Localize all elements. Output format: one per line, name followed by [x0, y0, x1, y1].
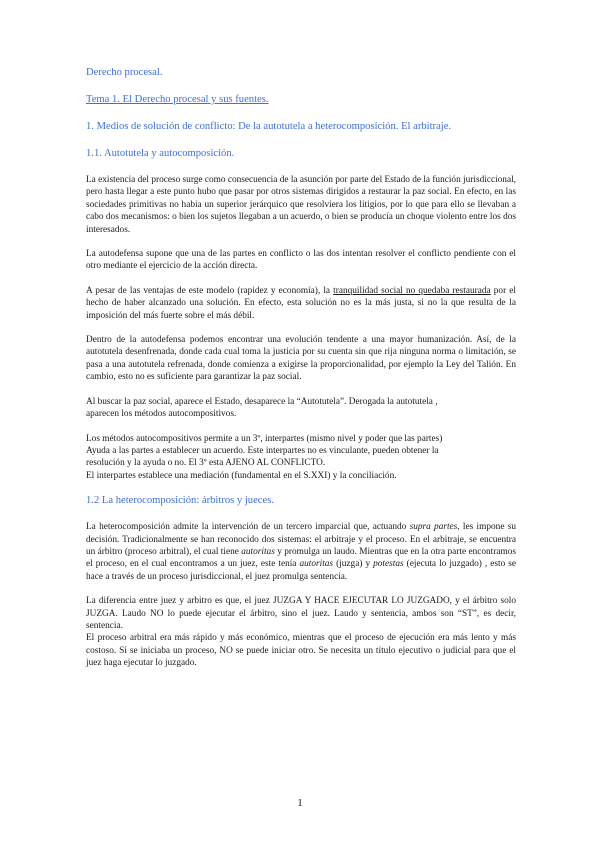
hetero-italic-autoritas-1: autoritas	[241, 546, 275, 557]
document-page	[86, 66, 516, 682]
juez-arbitro-part2: El proceso arbitral era más rápido y más económico, mientras que el proceso de ejecución era más lento y más costoso. Si se iniciaba un proceso, NO se puede iniciar otro. Se necesita un título ejecutivo o judicial para que el juez haga ejecutar lo juzgado.	[86, 633, 516, 669]
autocompositivos-line1: Los métodos autocompositivos permite a un 3º, interpartes (mismo nivel y poder que las partes)	[86, 433, 443, 444]
paragraph-ventajas-end: por el hecho de haber alcanzado una solución. En efecto, esta solución no es la más justa, si no la que resulta de la imposición del más fuerte sobre el más débil.	[86, 285, 516, 321]
autocompositivos-line3: resolución y la ayuda o no. El 3º esta AJENO AL CONFLICTO.	[86, 458, 326, 469]
underlined-phrase: tranquilidad social no quedaba restaurada	[333, 285, 491, 296]
course-title: Derecho procesal.	[86, 67, 163, 78]
autocompositivos-line4: El interpartes establece una mediación (fundamental en el S.XXI) y la conciliación.	[86, 470, 397, 481]
hetero-text-d: (juzga) y	[333, 559, 374, 570]
juez-arbitro-part1: La diferencia entre juez y arbitro es que, el juez JUZGA Y HACE EJECUTAR LO JUZGADO, y el árbitro solo JUZGA. Laudo NO lo puede ejecutar el árbitro, sino el juez. Laudo y sentencia, ambos son “ST”, es decir, sentencia.	[86, 596, 516, 631]
paragraph-autodefensa: La autodefensa supone que una de las partes en conflicto o las dos intentan resolver el conflicto pendiente con el otro mediante el ejercicio de la acción directa.	[86, 249, 516, 272]
section-1-2-heading: 1.2 La heterocomposición: árbitros y jueces.	[86, 495, 274, 507]
hetero-text-a: La heterocomposición admite la intervención de un tercero imparcial que, actuando	[86, 522, 410, 533]
paragraph-juez-arbitro	[86, 595, 516, 669]
paragraph-estado-line1: Al buscar la paz social, aparece el Estado, desaparece la “Autotutela”. Derogada la autotutela ,	[86, 396, 438, 407]
hetero-text-c: y promulga un laudo. Mientras que en la otra parte encontramos el proceso, en el cual encontramos a un juez, este tenía	[86, 546, 516, 570]
autocompositivos-line2: Ayuda a las partes a establecer un acuerdo. Este interpartes no es vinculante, pueden obtener la	[86, 445, 439, 456]
paragraph-estado-line2: aparecen los métodos autocompositivos.	[86, 409, 237, 420]
paragraph-estado	[86, 396, 516, 421]
paragraph-ventajas	[86, 285, 516, 322]
paragraph-autocompositivos	[86, 433, 516, 483]
hetero-text-e: (ejecuta lo juzgado) , esto se hace a través de un proceso jurisdiccional, el juez promulga sentencia.	[86, 559, 516, 582]
hetero-italic-potestas: potestas	[373, 559, 404, 570]
paragraph-proceso-origen: La existencia del proceso surge como consecuencia de la asunción por parte del Estado de la función jurisdiccional, pero hasta llegar a este punto hubo que pasar por otros sistemas dirigidos a restaurar la paz social. En efecto, en las sociedades primitivas no había un superior jerárquico que resolviera los litigios, por lo que para ello se llevaban a cabo dos mecanismos: o bien los sujetos llegaban a un acuerdo, o bien se producía un choque violento entre los dos interesados.	[86, 175, 516, 235]
hetero-italic-autoritas-2: autoritas	[299, 559, 334, 570]
hetero-italic-supra-partes: supra partes	[409, 522, 458, 533]
paragraph-ventajas-start: A pesar de las ventajas de este modelo (rapidez y economía), la	[86, 285, 334, 296]
page-number: 1	[297, 797, 303, 809]
hetero-text-b: , les impone su decisión. Tradicionalmente se han reconocido dos sistemas: el arbitraje y el proceso. En el arbitraje, se encuentra un árbitro (proceso arbitral), el cual tiene	[86, 522, 517, 557]
paragraph-heterocomposicion	[86, 521, 516, 583]
paragraph-humanizacion: Dentro de la autodefensa podemos encontrar una evolución tendente a una mayor humanización. Así, de la autotutela desenfrenada, donde cada cual toma la justicia por su cuenta sin que rija ninguna norma o limitación, se pasa a una autotutela refrenada, donde comienza a exigirse la proporcionalidad, por ejemplo la Ley del Talión. En cambio, esto no es suficiente para garantizar la paz social.	[86, 335, 516, 383]
topic-heading: Tema 1. El Derecho procesal y sus fuentes.	[86, 94, 269, 105]
section-1-heading: 1. Medios de solución de conflicto: De la autotutela a heterocomposición. El arbitraje.	[86, 121, 452, 132]
section-1-1-heading: 1.1. Autotutela y autocomposición.	[86, 148, 235, 159]
